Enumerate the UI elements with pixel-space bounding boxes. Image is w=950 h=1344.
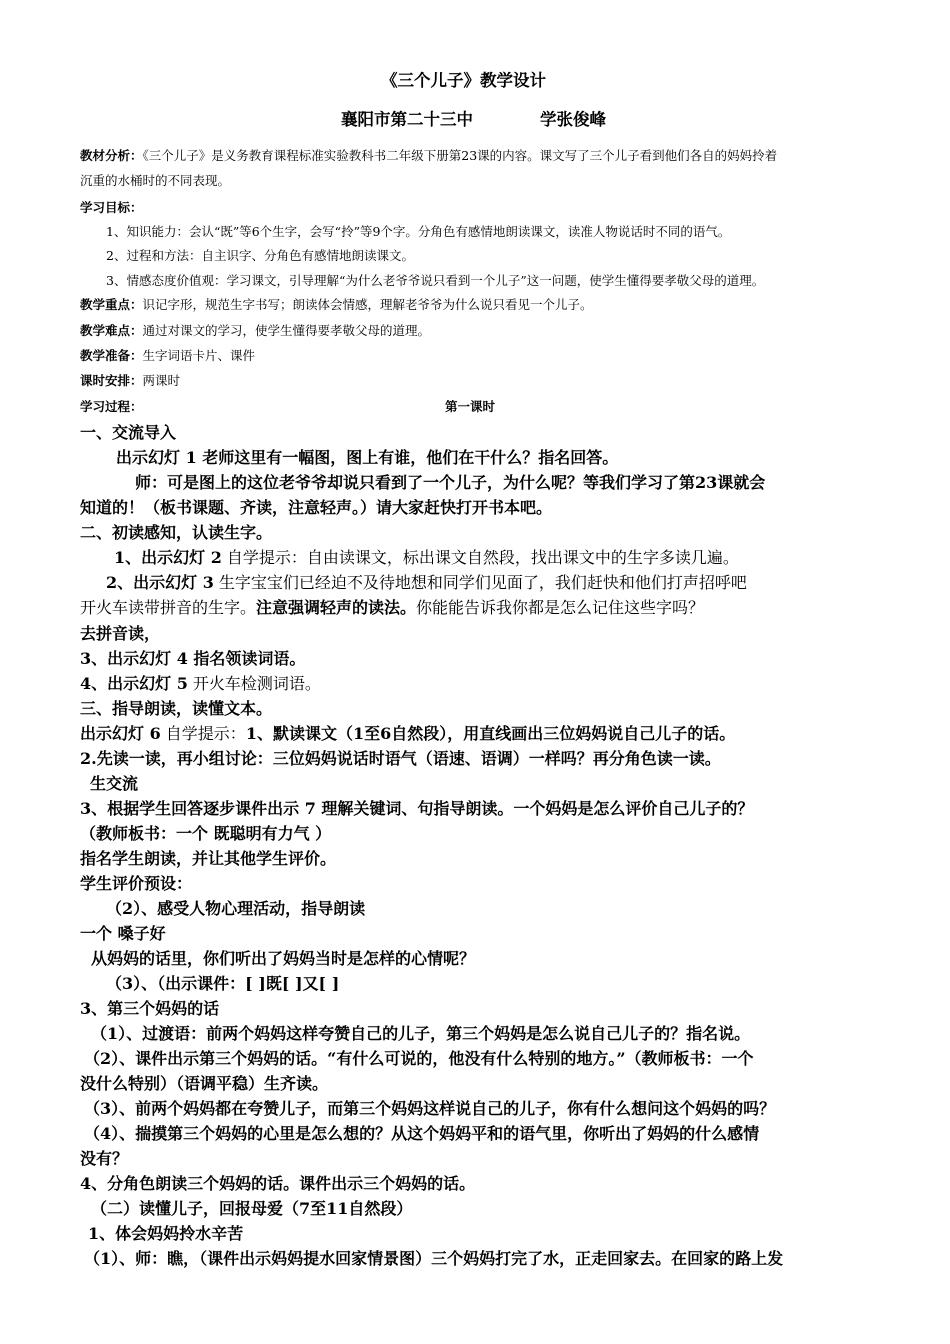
difficulty-text: 通过对课文的学习，使学生懂得要孝敬父母的道理。 [142, 323, 431, 338]
goal-3: 3、情感态度价值观：学习课文，引导理解“为什么老爷爷说只看到一个儿子”这一问题，使学生懂得要孝敬父母的道理。 [106, 273, 765, 288]
section-3-line-20: （二）读懂儿子，回报母爱（7至11自然段） [91, 1199, 413, 1218]
item-2-line-2b: 注意强调轻声的读法。 [256, 598, 417, 617]
analysis-line-2: 沉重的水桶时的不同表现。 [80, 173, 231, 188]
section-3-line-11: （3）、（出示课件：[ ]既[ ]又[ ] [106, 974, 340, 993]
section-3-heading: 三、指导朗读，读懂文本。 [80, 699, 273, 718]
preparation [80, 346, 255, 364]
analysis-label: 教材分析： [80, 148, 143, 163]
item-1-label: 1、出示幻灯 2 [114, 548, 222, 567]
item-2-text: 生字宝宝们已经迫不及待地想和同学们见面了，我们赶快和他们打声招呼吧 [213, 573, 747, 592]
goal-1: 1、知识能力：会认“既”等6个生字，会写“拎”等9个字。分角色有感情地朗读课文，读准人物说话时不同的语气。 [106, 224, 731, 239]
section-3-line-19: 4、分角色朗读三个妈妈的话。课件出示三个妈妈的话。 [80, 1174, 476, 1193]
section-3-line-3: 生交流 [90, 774, 139, 793]
item-2-line-2a: 开火车读带拼音的生字。 [80, 598, 257, 617]
section-2-item-2-line-3: 去拼音读， [80, 624, 161, 643]
section-1-paragraph-2-line-1: 师：可是图上的这位老爷爷却说只看到了一个儿子，为什么呢？等我们学习了第23课就会 [135, 473, 766, 492]
analysis-line-1 [80, 146, 777, 164]
section-3-line-13: （1）、过渡语：前两个妈妈这样夸赞自己的儿子，第三个妈妈是怎么说自己儿子的？指名说。 [91, 1024, 751, 1043]
section-1-paragraph-1: 出示幻灯 1 老师这里有一幅图，图上有谁，他们在干什么？指名回答。 [116, 448, 619, 467]
section-3-line-7: 学生评价预设： [80, 874, 193, 893]
schedule [80, 371, 180, 389]
first-lesson-heading: 第一课时 [445, 399, 496, 414]
section-3-line-22: （1）、师：瞧，（课件出示妈妈提水回家情景图）三个妈妈打完了水，正走回家去。在回家的路上发 [84, 1249, 784, 1268]
goal-2: 2、过程和方法：自主识字、分角色有感情地朗读课文。 [106, 248, 414, 263]
schedule-label: 课时安排： [80, 373, 143, 388]
slide-6-prompt: 自学提示： [160, 724, 246, 743]
school-name: 襄阳市第二十三中 [341, 110, 473, 129]
section-3-line-5: （教师板书：一个 既聪明有力气 ） [80, 824, 332, 843]
key-text: 识记字形，规范生字书写；朗读体会情感，理解老爷爷为什么说只看见一个儿子。 [142, 297, 593, 312]
section-2-item-4 [80, 671, 321, 694]
slide-6-text: 1、默读课文（1至6自然段），用直线画出三位妈妈说自己儿子的话。 [245, 724, 736, 743]
section-3-line-17: （4）、揣摸第三个妈妈的心里是怎么想的？从这个妈妈平和的语气里，你听出了妈妈的什么感情 [84, 1124, 760, 1143]
section-2-item-2-line-2 [80, 595, 704, 618]
section-3-line-1 [80, 721, 735, 744]
section-3-line-18: 没有？ [80, 1149, 129, 1168]
section-3-line-9: 一个 嗓子好 [80, 924, 166, 943]
section-3-line-10: 从妈妈的话里，你们听出了妈妈当时是怎样的心情呢？ [91, 949, 476, 968]
key-label: 教学重点： [80, 297, 143, 312]
item-1-text: 自学提示：自由读课文，标出课文自然段，找出课文中的生字多读几遍。 [221, 548, 739, 567]
difficulty [80, 321, 430, 339]
section-3-line-2: 2.先读一读，再小组讨论：三位妈妈说话时语气（语速、语调）一样吗？再分角色读一读。 [80, 749, 721, 768]
goals-label: 学习目标： [80, 200, 143, 215]
key-points [80, 295, 593, 313]
section-3-line-12: 3、第三个妈妈的话 [80, 999, 220, 1018]
document-title: 《三个儿子》教学设计 [381, 71, 546, 90]
section-1-heading: 一、交流导入 [80, 423, 177, 442]
section-3-line-14: （2）、课件出示第三个妈妈的话。“有什么可说的，他没有什么特别的地方。”（教师板书：一个 [84, 1049, 754, 1068]
section-3-line-21: 1、体会妈妈拎水辛苦 [88, 1224, 244, 1243]
section-2-item-3: 3、出示幻灯 4 指名领读词语。 [80, 649, 306, 668]
analysis-text: 《三个儿子》是义务教育课程标准实验教科书二年级下册第23课的内容。课文写了三个儿子看到他们各自的妈妈拎着 [142, 148, 778, 163]
difficulty-label: 教学难点： [80, 323, 143, 338]
section-2-heading: 二、初读感知，认读生字。 [80, 523, 273, 542]
section-2-item-2 [106, 570, 747, 593]
section-3-line-8: （2）、感受人物心理活动，指导朗读 [106, 899, 366, 918]
prep-text: 生字词语卡片、课件 [142, 348, 256, 363]
slide-6-label: 出示幻灯 6 [80, 724, 161, 743]
prep-label: 教学准备： [80, 348, 143, 363]
section-2-item-1 [114, 545, 739, 568]
process-label: 学习过程： [80, 399, 143, 414]
section-1-paragraph-2-line-2: 知道的！（板书课题、齐读，注意轻声。）请大家赶快打开书本吧。 [80, 498, 553, 517]
schedule-text: 两课时 [142, 373, 181, 388]
item-4-text: 开火车检测词语。 [187, 674, 321, 693]
section-3-line-16: （3）、前两个妈妈都在夸赞儿子，而第三个妈妈这样说自己的儿子，你有什么想问这个妈妈的吗？ [84, 1099, 776, 1118]
item-2-label: 2、出示幻灯 3 [106, 573, 214, 592]
section-3-line-15: 没什么特别）（语调平稳）生齐读。 [80, 1074, 329, 1093]
section-3-line-4: 3、根据学生回答逐步课件出示 7 理解关键词、句指导朗读。一个妈妈是怎么评价自己儿子的？ [80, 799, 754, 818]
section-3-line-6: 指名学生朗读，并让其他学生评价。 [80, 849, 337, 868]
author-name: 学张俊峰 [540, 110, 606, 129]
item-4-label: 4、出示幻灯 5 [80, 674, 188, 693]
item-2-line-2c: 你能能告诉我你都是怎么记住这些字吗？ [416, 598, 705, 617]
